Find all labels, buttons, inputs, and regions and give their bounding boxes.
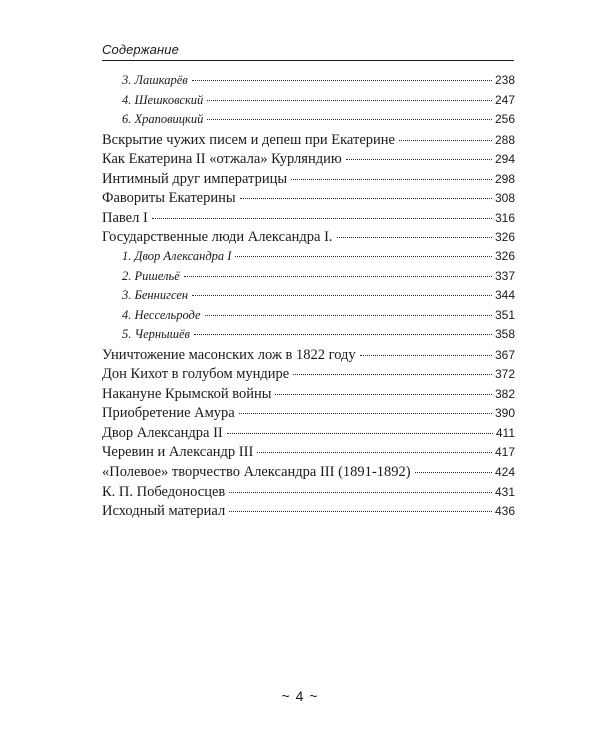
toc-entry-page: 358 <box>494 327 515 342</box>
dot-leader <box>192 80 492 81</box>
toc-entry-title: Двор Александра II <box>102 424 223 441</box>
toc-entry-page: 351 <box>494 307 515 322</box>
dot-leader <box>399 140 492 141</box>
toc-entry <box>102 151 515 168</box>
toc-entry <box>102 405 515 422</box>
dot-leader <box>229 492 492 493</box>
dot-leader <box>360 355 492 356</box>
dot-leader <box>192 295 492 296</box>
toc-entry-title: Накануне Крымской войны <box>102 385 272 402</box>
toc-entry-page: 326 <box>494 230 515 245</box>
dot-leader <box>205 315 492 316</box>
toc-entry-page: 431 <box>494 484 515 499</box>
dot-leader <box>291 179 492 180</box>
toc-entry <box>102 171 515 188</box>
toc-entry-page: 372 <box>494 367 515 382</box>
dot-leader <box>257 452 492 453</box>
dot-leader <box>152 218 492 219</box>
toc-entry-page: 417 <box>494 445 515 460</box>
toc-entry-page: 294 <box>494 152 515 167</box>
toc-entry-page: 344 <box>494 288 515 303</box>
dot-leader <box>346 159 492 160</box>
toc-entry-page: 367 <box>494 347 515 362</box>
toc-entry <box>102 347 515 364</box>
toc-entry-page: 390 <box>494 406 515 421</box>
toc-entry-page: 436 <box>494 504 515 519</box>
running-head-title: Содержание <box>102 42 179 57</box>
dot-leader <box>229 511 492 512</box>
toc-entry-title: Фавориты Екатерины <box>102 190 236 207</box>
toc-entry-title: 1. Двор Александра I <box>122 248 232 263</box>
dot-leader <box>207 119 492 120</box>
toc-entry <box>102 269 515 284</box>
dot-leader <box>184 276 492 277</box>
toc-entry <box>102 464 515 481</box>
toc-entry-title: Вскрытие чужих писем и депеш при Екатерине <box>102 131 395 148</box>
toc-entry-page: 308 <box>494 191 515 206</box>
toc-entry-title: Интимный друг императрицы <box>102 170 288 187</box>
toc-entry <box>102 73 515 88</box>
toc-entry-title: Как Екатерина II «отжала» Курляндию <box>102 151 342 168</box>
toc-entry-title: «Полевое» творчество Александра III (1891-1892) <box>102 464 411 480</box>
toc-entry <box>102 503 515 520</box>
toc-entry <box>102 229 515 246</box>
dot-leader <box>275 394 491 395</box>
toc-entry-page: 288 <box>494 132 515 147</box>
dot-leader <box>239 413 492 414</box>
toc-entry <box>102 132 515 149</box>
dot-leader <box>415 472 492 473</box>
toc-entry-page: 382 <box>494 386 515 401</box>
toc-entry-page: 256 <box>494 112 515 127</box>
dot-leader <box>227 433 493 434</box>
toc-entry <box>102 425 515 442</box>
toc-entry <box>102 444 515 461</box>
toc-entry-title: Приобретение Амура <box>102 405 235 422</box>
toc-entry-title: 4. Шешковский <box>122 92 204 107</box>
dot-leader <box>207 100 492 101</box>
toc-entry-title: 6. Храповицкий <box>122 112 204 127</box>
toc-entry-title: Исходный материал <box>102 503 226 520</box>
toc-entry <box>102 386 515 403</box>
toc-entry-title: 3. Беннигсен <box>122 288 189 303</box>
dot-leader <box>337 237 492 238</box>
toc-entry-title: 5. Чернышёв <box>122 327 190 342</box>
toc-entry-page: 298 <box>494 171 515 186</box>
toc-entry-page: 337 <box>494 268 515 283</box>
dot-leader <box>194 334 492 335</box>
toc-entry <box>102 288 515 303</box>
dot-leader <box>240 198 492 199</box>
toc-entry-title: 2. Ришельё <box>122 268 180 283</box>
toc-entry-title: 4. Нессельроде <box>122 307 201 322</box>
toc-entry <box>102 190 515 207</box>
toc-entry-title: К. П. Победоносцев <box>102 483 226 500</box>
toc-entry-title: Черевин и Александр III <box>102 444 254 461</box>
toc-entry-page: 326 <box>494 248 515 263</box>
toc-entry-title: 3. Лашкарёв <box>122 73 188 87</box>
toc-entry-title: Павел I <box>102 209 148 226</box>
toc-entry <box>102 308 515 323</box>
toc-entry <box>102 210 515 227</box>
toc-entry-title: Дон Кихот в голубом мундире <box>102 366 290 383</box>
page-number: ~ 4 ~ <box>281 688 319 704</box>
dot-leader <box>293 374 492 375</box>
toc-entry <box>102 366 515 383</box>
toc-entry-page: 424 <box>494 465 515 479</box>
toc-entry-page: 316 <box>494 210 515 225</box>
toc-entry-title: Уничтожение масонских лож в 1822 году <box>102 346 356 363</box>
toc-entry <box>102 327 515 342</box>
toc-entry-page: 238 <box>494 73 515 87</box>
dot-leader <box>235 256 492 257</box>
toc-entry <box>102 93 515 108</box>
toc-entry-page: 411 <box>495 425 515 440</box>
toc-entry-title: Государственные люди Александра I. <box>102 229 333 246</box>
toc-entry <box>102 112 515 127</box>
toc-entry <box>102 249 515 264</box>
toc-entry <box>102 484 515 501</box>
toc-entry-page: 247 <box>494 92 515 107</box>
